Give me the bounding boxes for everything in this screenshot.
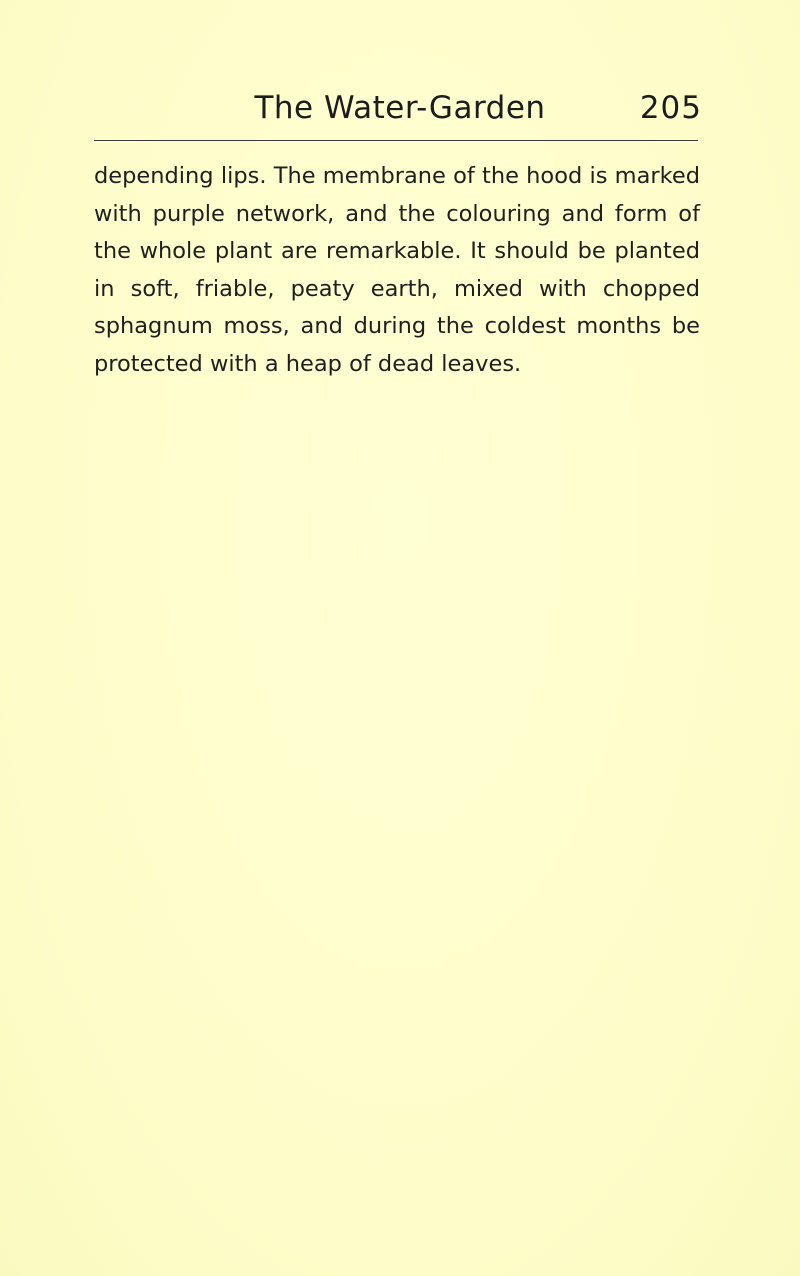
page-number: 205 xyxy=(639,90,702,126)
running-title: The Water-Garden xyxy=(254,90,546,126)
running-head xyxy=(94,86,706,130)
header-rule xyxy=(94,140,698,141)
paragraph: depending lips. The membrane of the hood is marked with purple network, and the colouring and form of the whole plant are remarkable. It should be planted in soft, friable, peaty earth, mixed with chopped sphagnum moss, and during the coldest months be protected with a heap of dead leaves. xyxy=(94,163,700,377)
body-text xyxy=(94,158,700,383)
